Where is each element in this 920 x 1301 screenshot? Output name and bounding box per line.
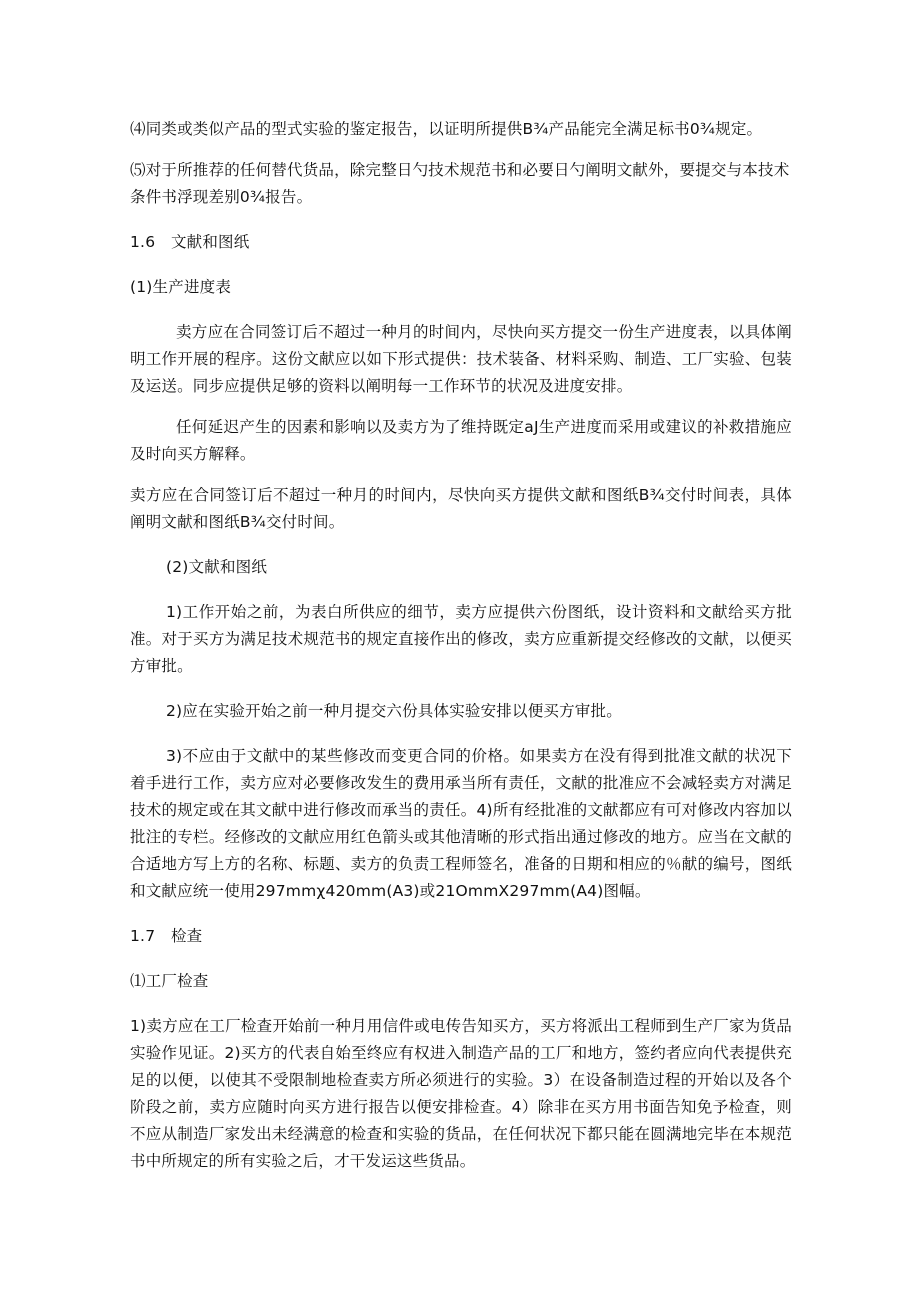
subheading-documents-drawings: (2)文献和图纸	[166, 558, 268, 576]
paragraph-test-arrangement: 2)应在实验开始之前一种月提交六份具体实验安排以便买方审批。	[166, 702, 622, 720]
paragraph-drawings-approval: 1)工作开始之前，为表白所供应的细节，卖方应提供六份图纸，设计资料和文献给买方批准。对于买方为满足技术规范书的规定直接作出的修改，卖方应重新提交经修改的文献，以便买方审批。	[130, 603, 792, 675]
section-heading-1-7: 1.7 检查	[130, 927, 203, 945]
paragraph-substitute-goods: ⑸对于所推荐的任何替代货品，除完整日勺技术规范书和必要日勺阐明文献外，要提交与本技术条件书浮现差别0¾报告。	[130, 161, 790, 206]
paragraph-schedule-submission: 卖方应在合同签订后不超过一种月的时间内，尽快向买方提交一份生产进度表，以具体阐明工作开展的程序。这份文献应以如下形式提供：技术装备、材料采购、制造、工厂实验、包装及运送。同步应提供足够的资料以阐明每一工作环节的状况及进度安排。	[130, 323, 792, 395]
paragraph-type-test-report: ⑷同类或类似产品的型式实验的鉴定报告，以证明所提供B¾产品能完全满足标书0¾规定。	[130, 120, 763, 138]
section-heading-1-6: 1.6 文献和图纸	[130, 233, 250, 251]
subheading-production-schedule: (1)生产进度表	[130, 278, 232, 296]
paragraph-document-revisions: 3)不应由于文献中的某些修改而变更合同的价格。如果卖方在没有得到批准文献的状况下着手进行工作，卖方应对必要修改发生的费用承当所有责任，文献的批准应不会减轻卖方对满足技术的规定或在其文献中进行修改而承当的责任。4)所有经批准的文献都应有可对修改内容加以批注的专栏。经修改的文献应用红色箭头或其他清晰的形式指出通过修改的地方。应当在文献的合适地方写上方的名称、标题、卖方的负责工程师签名，准备的日期和相应的％献的编号，图纸和文献应统一使用297mmχ420mm(A3)或21OmmX297mm(A4)图幅。	[130, 747, 792, 900]
paragraph-factory-inspection: 1)卖方应在工厂检查开始前一种月用信件或电传告知买方，买方将派出工程师到生产厂家为货品实验作见证。2)买方的代表自始至终应有权进入制造产品的工厂和地方，签约者应向代表提供充足的以便，以使其不受限制地检查卖方所必须进行的实验。3）在设备制造过程的开始以及各个阶段之前，卖方应随时向买方进行报告以便安排检查。4）除非在买方用书面告知免予检查，则不应从制造厂家发出未经满意的检查和实验的货品，在任何状况下都只能在圆满地完毕在本规范书中所规定的所有实验之后，才干发运这些货品。	[130, 1017, 792, 1170]
paragraph-document-delivery: 卖方应在合同签订后不超过一种月的时间内，尽快向买方提供文献和图纸B¾交付时间表，具体阐明文献和图纸B¾交付时间。	[130, 486, 792, 531]
subheading-factory-inspection: ⑴工厂检查	[130, 972, 209, 990]
paragraph-delay-explanation: 任何延迟产生的因素和影响以及卖方为了维持既定aJ生产进度而采用或建议的补救措施应及时向买方解释。	[130, 418, 792, 463]
